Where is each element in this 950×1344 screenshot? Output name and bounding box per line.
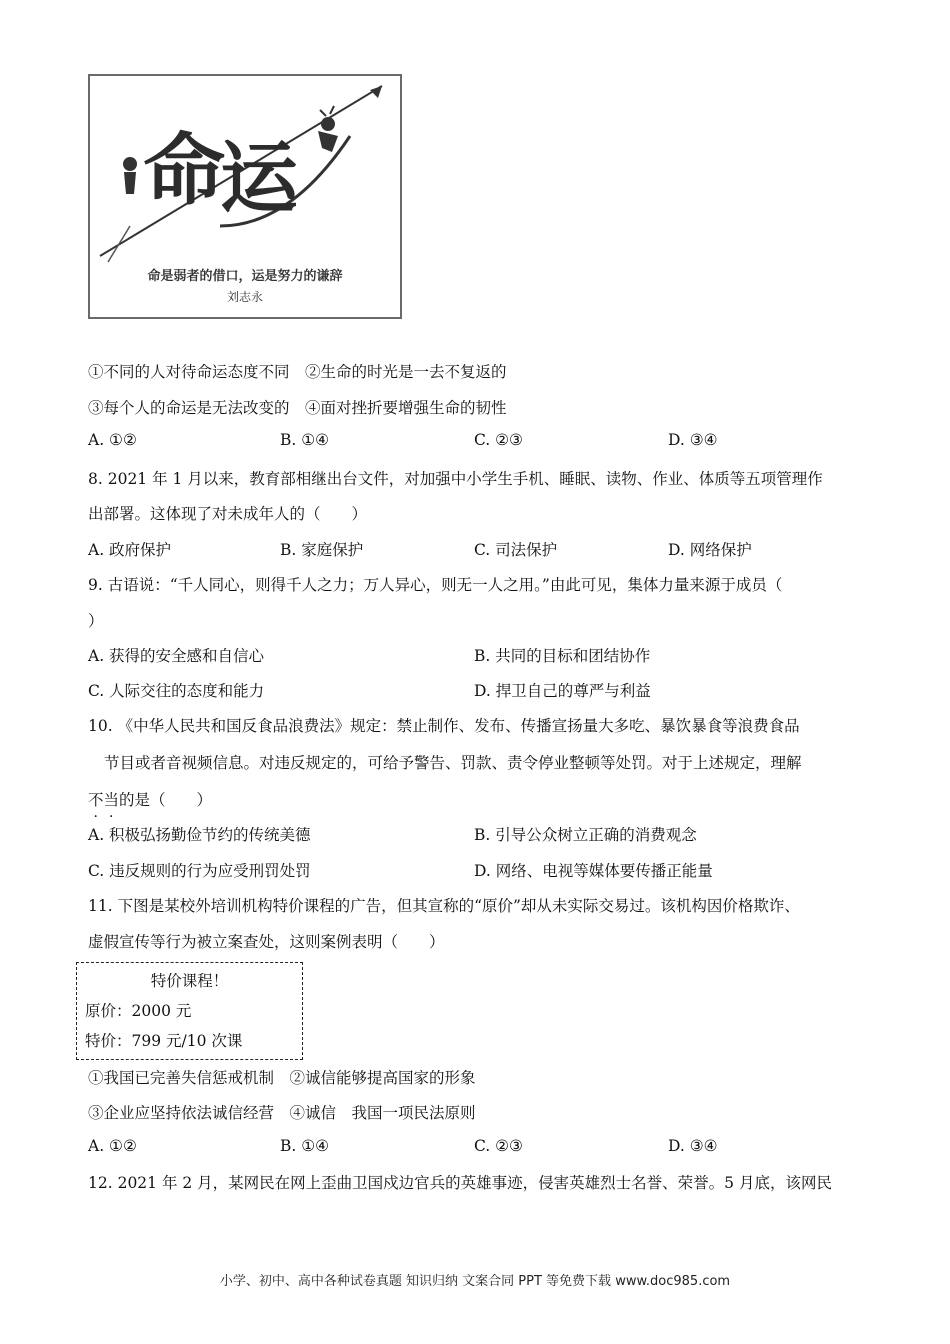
q10-option-b[interactable]: B. 引导公众树立正确的消费观念 — [474, 826, 697, 844]
emphasis-char-bu: 不 — [88, 791, 104, 809]
q8-option-a[interactable]: A. 政府保护 — [88, 541, 172, 559]
q9-option-b[interactable]: B. 共同的目标和团结协作 — [474, 647, 651, 665]
q7-option-c[interactable]: C. ②③ — [474, 431, 523, 449]
ad-title: 特价课程！ — [150, 972, 229, 990]
figure-character-ming: 命 — [143, 126, 219, 216]
q10-stem-line-3 — [88, 788, 212, 810]
price-advertisement-box — [76, 962, 303, 1060]
q10-stem-line-3-rest: 的是（ ） — [119, 791, 213, 809]
ad-original-price: 原价：2000 元 — [85, 1002, 192, 1020]
q7-option-b[interactable]: B. ①④ — [280, 431, 330, 449]
q10-stem-line-2: 节目或者音视频信息。对违反规定的，可给予警告、罚款、责令停业整顿等处罚。对于上述规定，理解 — [104, 754, 802, 772]
q11-option-c[interactable]: C. ②③ — [474, 1137, 523, 1155]
q11-stem-line-2: 虚假宣传等行为被立案查处，这则案例表明（ ） — [88, 933, 445, 951]
q11-statement-line-1: ①我国已完善失信惩戒机制 ②诚信能够提高国家的形象 — [88, 1069, 476, 1087]
q10-stem-line-1: 10. 《中华人民共和国反食品浪费法》规定：禁止制作、发布、传播宣扬量大多吃、暴饮暴食等浪费食品 — [88, 717, 800, 735]
figure-character-yun: 运 — [220, 134, 299, 224]
page-footer: 小学、初中、高中各种试卷真题 知识归纳 文案合同 PPT 等免费下载 www.doc985.com — [219, 1274, 731, 1289]
q9-option-c[interactable]: C. 人际交往的态度和能力 — [88, 682, 265, 700]
q11-option-b[interactable]: B. ①④ — [280, 1137, 330, 1155]
q7-statement-line-1: ①不同的人对待命运态度不同 ②生命的时光是一去不复返的 — [88, 363, 507, 381]
q7-option-a[interactable]: A. ①② — [88, 431, 137, 449]
q8-option-c[interactable]: C. 司法保护 — [474, 541, 558, 559]
q10-option-d[interactable]: D. 网络、电视等媒体要传播正能量 — [474, 862, 713, 880]
q9-stem-line-1: 9. 古语说：“千人同心，则得千人之力；万人异心，则无一人之用。”由此可见，集体力量来源于成员（ — [88, 576, 783, 594]
q11-stem-line-1: 11. 下图是某校外培训机构特价课程的广告，但其宣称的“原价”却从未实际交易过。该机构因价格欺诈、 — [88, 897, 800, 915]
q8-option-d[interactable]: D. 网络保护 — [668, 541, 752, 559]
q9-option-d[interactable]: D. 捍卫自己的尊严与利益 — [474, 682, 651, 700]
ad-special-price: 特价：799 元/10 次课 — [85, 1032, 243, 1050]
q8-option-b[interactable]: B. 家庭保护 — [280, 541, 364, 559]
q9-stem-line-2: ） — [88, 612, 104, 630]
q10-option-a[interactable]: A. 积极弘扬勤俭节约的传统美德 — [88, 826, 311, 844]
figure-quote: 命是弱者的借口，运是努力的谦辞 — [147, 269, 343, 284]
q10-option-c[interactable]: C. 违反规则的行为应受刑罚处罚 — [88, 862, 311, 880]
q7-option-d[interactable]: D. ③④ — [668, 431, 718, 449]
emphasis-char-dang: 当 — [103, 791, 120, 809]
q8-stem-line-1: 8. 2021 年 1 月以来，教育部相继出台文件，对加强中小学生手机、睡眠、读物、作业、体质等五项管理作 — [88, 470, 823, 488]
q9-option-a[interactable]: A. 获得的安全感和自信心 — [88, 647, 265, 665]
motto-illustration — [88, 74, 402, 319]
q7-statement-line-2: ③每个人的命运是无法改变的 ④面对挫折要增强生命的韧性 — [88, 399, 507, 417]
q11-option-d[interactable]: D. ③④ — [668, 1137, 718, 1155]
q12-stem-line-1: 12. 2021 年 2 月，某网民在网上歪曲卫国戍边官兵的英雄事迹，侵害英雄烈士名誉、荣誉。5 月底，该网民 — [88, 1174, 832, 1192]
q11-statement-line-2: ③企业应坚持依法诚信经营 ④诚信 我国一项民法原则 — [88, 1104, 476, 1122]
q8-stem-line-2: 出部署。这体现了对未成年人的（ ） — [88, 505, 368, 523]
figure-author: 刘志永 — [226, 290, 263, 304]
q11-option-a[interactable]: A. ①② — [88, 1137, 137, 1155]
